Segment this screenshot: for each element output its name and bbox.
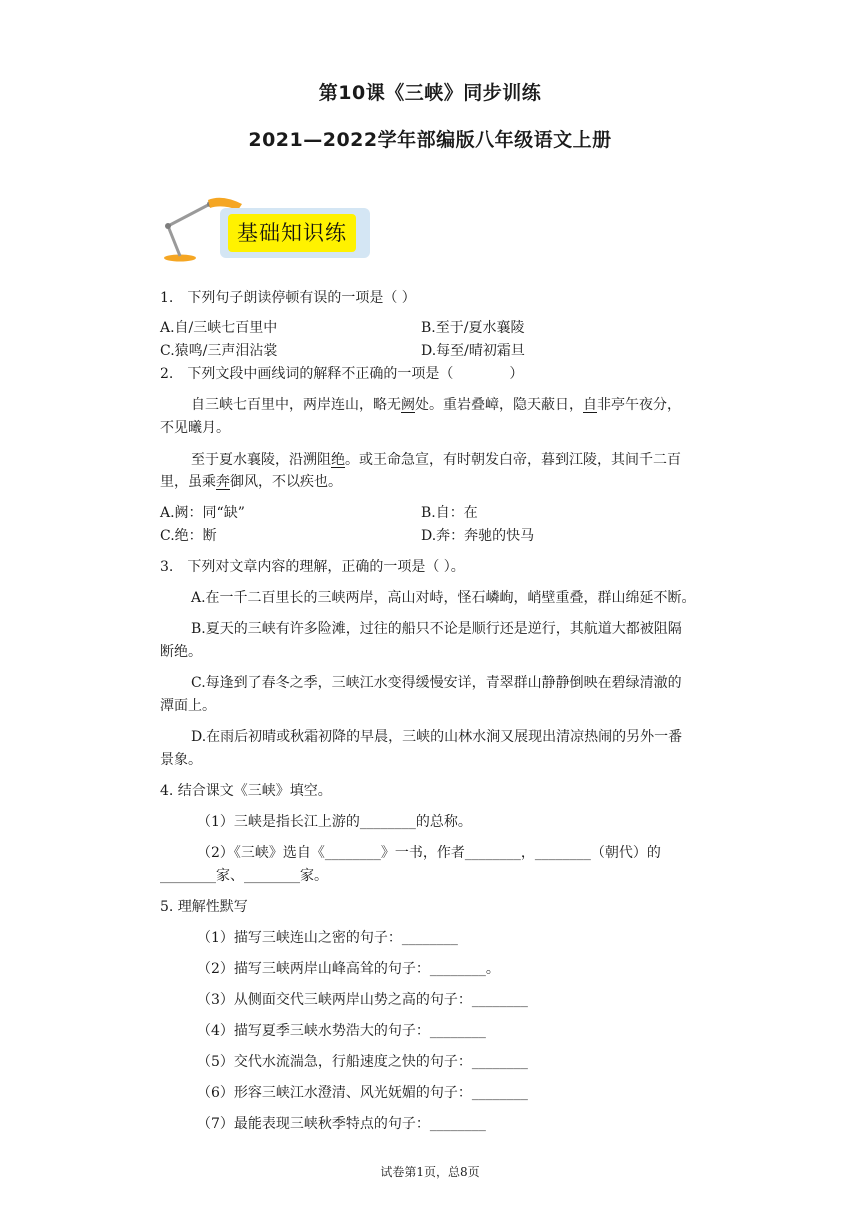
- q2-passage-2: [191, 450, 681, 470]
- q1-option-d: D.每至/晴初霜旦: [421, 343, 525, 359]
- q2-option-b: B.自：在: [421, 505, 478, 521]
- section-header: [160, 196, 380, 262]
- underlined-word: 阙: [401, 397, 415, 413]
- q3-option-b: B.夏天的三峡有许多险滩，过往的船只不论是顺行还是逆行，其航道大都被阻隔: [191, 621, 682, 637]
- q4-item-1: （1）三峡是指长江上游的________的总称。: [197, 814, 472, 830]
- q5-item: （3）从侧面交代三峡两岸山势之高的句子：________: [197, 992, 528, 1008]
- underlined-word: 绝: [331, 452, 345, 468]
- underlined-word: 奔: [216, 474, 230, 490]
- q1-stem: 1. 下列句子朗读停顿有误的一项是（ ）: [160, 290, 416, 306]
- q5-item: （1）描写三峡连山之密的句子：________: [197, 930, 458, 946]
- q3-stem: 3. 下列对文章内容的理解，正确的一项是（ ）。: [160, 559, 465, 575]
- section-badge-frame: [220, 208, 370, 258]
- q3-option-c-cont: 潭面上。: [160, 698, 216, 714]
- q3-option-c: C.每逢到了春冬之季，三峡江水变得缓慢安详，青翠群山静静倒映在碧绿清澈的: [191, 675, 682, 691]
- q4-item-2: （2）《三峡》选自《________》一书，作者________，________（朝代）的: [197, 845, 661, 861]
- q5-item: （4）描写夏季三峡水势浩大的句子：________: [197, 1023, 486, 1039]
- q5-stem: 5. 理解性默写: [160, 899, 248, 915]
- underlined-word: 自: [583, 397, 597, 413]
- section-badge-label: 基础知识练: [228, 214, 356, 252]
- q3-option-b-cont: 断绝。: [160, 644, 202, 660]
- q2-passage-text: 处。重岩叠嶂，隐天蔽日，: [415, 397, 583, 413]
- q4-item-2-cont: ________家、________家。: [160, 868, 328, 884]
- page-footer: 试卷第1页，总8页: [380, 1165, 480, 1179]
- q3-option-d: D.在雨后初晴或秋霜初降的早晨，三峡的山林水涧又展现出清凉热闹的另外一番: [191, 729, 683, 745]
- q2-passage-text: 非亭午夜分，: [597, 397, 681, 413]
- q3-option-a: A.在一千二百里长的三峡两岸，高山对峙，怪石嶙峋，峭壁重叠，群山绵延不断。: [191, 590, 696, 606]
- q2-passage-text: 里，虽乘: [160, 474, 216, 490]
- q1-option-b: B.至于/夏水襄陵: [421, 320, 525, 336]
- q2-passage-1: [191, 395, 681, 415]
- q1-option-a: A.自/三峡七百里中: [160, 320, 278, 336]
- q5-item: （5）交代水流湍急，行船速度之快的句子：________: [197, 1054, 528, 1070]
- q5-item: （7）最能表现三峡秋季特点的句子：________: [197, 1116, 486, 1132]
- q2-option-d: D.奔：奔驰的快马: [421, 528, 535, 544]
- q4-stem: 4. 结合课文《三峡》填空。: [160, 783, 332, 799]
- q5-item: （2）描写三峡两岸山峰高耸的句子：________。: [197, 961, 500, 977]
- page-title: 第10课《三峡》同步训练: [318, 82, 542, 104]
- q1-option-c: C.猿鸣/三声泪沾裳: [160, 343, 278, 359]
- q5-item: （6）形容三峡江水澄清、风光妩媚的句子：________: [197, 1085, 528, 1101]
- q2-passage-text: 御风，不以疾也。: [230, 474, 342, 490]
- q2-passage-text: 自三峡七百里中，两岸连山，略无: [191, 397, 401, 413]
- q2-passage-text: 至于夏水襄陵，沿溯阻: [191, 452, 331, 468]
- q2-option-a: A.阙：同“缺”: [160, 505, 245, 521]
- q2-option-c: C.绝：断: [160, 528, 217, 544]
- q3-option-d-cont: 景象。: [160, 752, 202, 768]
- q2-passage-1-cont: 不见曦月。: [160, 420, 230, 436]
- q2-passage-text: 。或王命急宣，有时朝发白帝，暮到江陵，其间千二百: [345, 452, 681, 468]
- q2-stem: 2. 下列文段中画线词的解释不正确的一项是（ ）: [160, 366, 524, 382]
- q2-passage-2-cont: [160, 472, 342, 492]
- page-subtitle: 2021—2022学年部编版八年级语文上册: [248, 129, 612, 151]
